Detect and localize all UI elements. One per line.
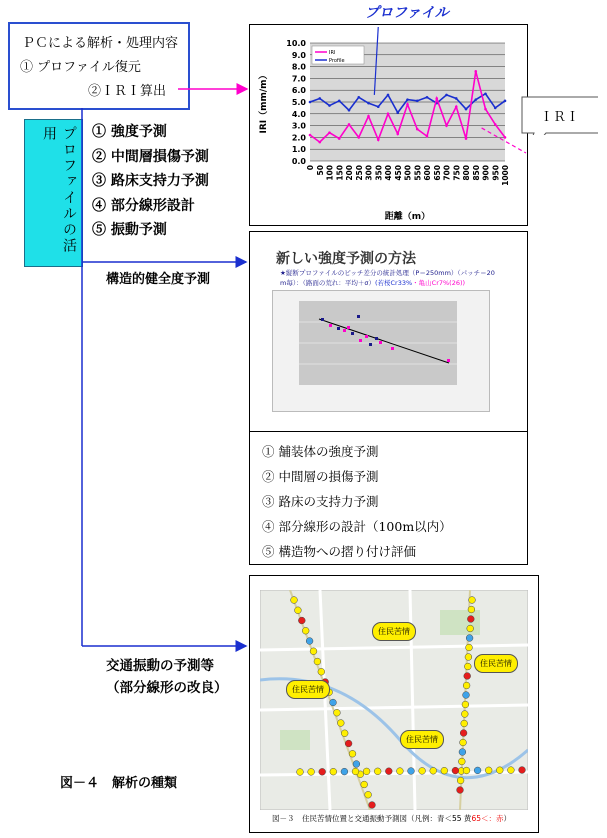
data-point-iri: [396, 133, 399, 136]
vibration-marker: [334, 709, 341, 716]
figure-caption: 図－４ 解析の種類: [60, 776, 178, 791]
data-point-profile: [396, 111, 399, 114]
usage-item: ⑤ 振動予測: [92, 222, 167, 238]
y-axis-label: IRI（mm/m）: [259, 70, 269, 134]
data-point-profile: [426, 96, 429, 99]
y-tick-label: 7.0: [291, 74, 306, 84]
vibration-label-2: （部分線形の改良）: [106, 680, 228, 696]
strength-panel: [249, 231, 528, 433]
usage-item: ③ 路床支持力予測: [92, 173, 209, 189]
vibration-marker: [464, 673, 471, 680]
x-tick-label: 0: [306, 165, 315, 171]
legend-label: IRI: [329, 50, 336, 56]
vibration-marker: [468, 606, 475, 613]
iri-chart: [250, 25, 527, 225]
data-point-iri: [357, 136, 360, 139]
vibration-marker: [466, 635, 473, 642]
data-point-iri: [416, 128, 419, 131]
data-point-iri: [455, 105, 458, 108]
profile-heading: プロファイル: [365, 5, 449, 21]
data-point-iri: [504, 136, 507, 139]
scatter-plot-area: [299, 301, 457, 385]
vibration-marker: [485, 767, 492, 774]
x-tick-label: 200: [345, 165, 354, 181]
vibration-marker: [467, 616, 474, 623]
vibration-label-1: 交通振動の予測等: [106, 658, 214, 674]
prediction-item: ③ 路床の支持力予測: [262, 494, 379, 509]
legend-label: Profile: [329, 58, 345, 64]
vibration-marker: [298, 617, 305, 624]
vibration-marker: [352, 768, 359, 775]
complaint-bubble: 住民苦情: [372, 622, 416, 641]
vibration-marker: [459, 749, 466, 756]
vibration-marker: [363, 768, 370, 775]
data-point-profile: [474, 98, 477, 101]
prediction-list: [262, 439, 452, 564]
x-tick-label: 700: [442, 165, 452, 181]
data-point-iri: [328, 131, 331, 134]
vibration-marker: [341, 730, 348, 737]
data-point-iri: [435, 97, 438, 100]
vibration-marker: [463, 767, 470, 774]
vibration-marker: [310, 648, 317, 655]
structural-health-label: 構造的健全度予測: [106, 272, 211, 287]
vibration-marker: [461, 711, 468, 718]
data-point-profile: [445, 94, 448, 97]
vibration-marker: [463, 682, 470, 689]
x-tick-label: 1000: [501, 165, 510, 186]
vibration-marker: [441, 767, 448, 774]
usage-item: ④ 部分線形設計: [92, 197, 195, 214]
analysis-item-iri: ②ＩＲＩ算出: [88, 84, 167, 99]
vibration-marker: [330, 768, 337, 775]
vibration-marker: [519, 767, 526, 774]
complaint-bubble: 住民苦情: [400, 730, 444, 749]
vibration-marker: [319, 768, 326, 775]
vibration-marker: [430, 767, 437, 774]
vibration-marker: [361, 781, 368, 788]
vibration-marker: [385, 768, 392, 775]
y-tick-label: 1.0: [291, 145, 306, 155]
vibration-marker: [308, 769, 315, 776]
vibration-marker: [318, 668, 325, 675]
x-tick-label: 250: [354, 165, 364, 181]
x-tick-label: 50: [315, 165, 325, 176]
data-point-iri: [445, 124, 448, 127]
y-tick-label: 5.0: [291, 98, 306, 107]
vibration-marker: [457, 787, 464, 794]
vibration-marker: [397, 768, 404, 775]
analysis-item-profile: ① プロファイル復元: [20, 60, 141, 75]
data-point-profile: [455, 97, 458, 100]
x-tick-label: 300: [364, 165, 374, 181]
data-point-profile: [338, 100, 341, 103]
vibration-marker: [408, 768, 415, 775]
x-tick-label: 400: [384, 165, 393, 181]
data-point-profile: [494, 107, 497, 110]
data-point-profile: [377, 105, 380, 108]
vibration-marker: [465, 654, 472, 661]
data-point-iri: [318, 141, 321, 144]
profile-usage-label: プロファイルの活用: [41, 126, 77, 254]
x-tick-label: 150: [335, 165, 345, 181]
data-point-profile: [357, 96, 360, 99]
data-point-profile: [328, 104, 331, 107]
vibration-marker: [374, 768, 381, 775]
data-point-iri: [309, 134, 312, 137]
scatter-plot: [272, 290, 490, 412]
prediction-item: ② 中間層の損傷予測: [262, 469, 379, 484]
y-tick-label: 10.0: [286, 39, 306, 48]
data-point-profile: [504, 100, 507, 103]
data-point-iri: [474, 70, 477, 73]
x-axis-label: 距離（m）: [384, 212, 431, 222]
map-caption: 図－３ 住民苦情位置と交通振動予測図（凡例：青＜55 黄65＜：赤）: [272, 814, 511, 823]
map-panel: [249, 575, 539, 833]
vibration-marker: [467, 625, 474, 632]
vibration-marker: [461, 720, 468, 727]
x-tick-label: 900: [481, 165, 491, 181]
vibration-marker: [464, 663, 471, 670]
usage-item: ② 中間層損傷予測: [92, 148, 209, 165]
strength-subtitle-2: m毎）：（路面の荒れ：平均＋σ）(若桜Cr33%・亀山Cr7%(26)): [280, 279, 466, 287]
complaint-bubble: 住民苦情: [286, 680, 330, 699]
y-tick-label: 4.0: [291, 109, 306, 119]
vibration-marker: [353, 761, 360, 768]
x-tick-label: 350: [374, 165, 384, 181]
vibration-marker: [462, 701, 469, 708]
x-tick-label: 500: [403, 165, 413, 181]
vibration-marker: [349, 750, 356, 757]
x-tick-label: 450: [393, 165, 403, 181]
vibration-marker: [460, 730, 467, 737]
prediction-item: ① 舗装体の強度予測: [262, 444, 379, 459]
vibration-marker: [291, 597, 298, 604]
vibration-marker: [314, 658, 321, 665]
data-point-profile: [465, 108, 468, 111]
vibration-marker: [452, 767, 459, 774]
vibration-marker: [496, 767, 503, 774]
scatter-marks: [299, 301, 457, 385]
vibration-marker: [345, 740, 352, 747]
data-point-profile: [348, 109, 351, 112]
data-point-profile: [318, 97, 321, 100]
data-point-profile: [367, 102, 370, 105]
vibration-marker: [463, 692, 470, 699]
vibration-marker: [466, 644, 473, 651]
x-tick-label: 600: [423, 165, 432, 181]
vibration-marker: [337, 720, 344, 727]
vibration-marker: [458, 758, 465, 765]
prediction-item: ⑤ 構造物への摺り付け評価: [262, 544, 416, 559]
data-point-iri: [387, 113, 390, 116]
data-point-iri: [338, 137, 341, 140]
y-tick-label: 2.0: [291, 133, 306, 143]
x-tick-label: 800: [462, 165, 471, 181]
data-point-iri: [348, 123, 351, 126]
vibration-marker: [508, 767, 515, 774]
x-tick-label: 750: [452, 165, 462, 181]
x-tick-label: 950: [491, 165, 501, 181]
vibration-marker: [474, 767, 481, 774]
vibration-marker: [341, 768, 348, 775]
strength-title: 新しい強度予測の方法: [276, 251, 416, 267]
vibration-marker: [302, 627, 309, 634]
data-point-profile: [406, 98, 409, 101]
data-point-iri: [465, 137, 468, 140]
vibration-marker: [295, 607, 302, 614]
vibration-marker: [419, 768, 426, 775]
prediction-item: ④ 部分線形の設計（100m以内）: [262, 519, 452, 534]
data-point-iri: [426, 135, 429, 138]
y-tick-label: 9.0: [291, 50, 306, 60]
data-point-profile: [387, 94, 390, 97]
data-point-iri: [406, 103, 409, 106]
vibration-marker: [297, 769, 304, 776]
y-tick-label: 6.0: [291, 86, 306, 96]
vibration-marker: [457, 777, 464, 784]
data-point-profile: [309, 101, 312, 104]
profile-chart-panel: [249, 24, 528, 226]
usage-item: ① 強度予測: [92, 124, 167, 140]
iri-callout-text: ＩＲＩ: [540, 110, 580, 125]
x-tick-label: 100: [325, 165, 335, 181]
vibration-marker: [460, 739, 467, 746]
vibration-marker: [369, 802, 376, 809]
x-tick-label: 550: [413, 165, 423, 181]
x-tick-label: 650: [432, 165, 442, 181]
y-tick-label: 0.0: [291, 157, 306, 166]
vibration-marker: [306, 638, 313, 645]
y-tick-label: 8.0: [291, 62, 306, 72]
y-tick-label: 3.0: [291, 121, 306, 131]
x-tick-label: 850: [471, 165, 481, 181]
data-point-iri: [377, 138, 380, 141]
data-point-iri: [484, 108, 487, 111]
data-point-profile: [416, 100, 419, 103]
data-point-profile: [484, 92, 487, 95]
analysis-title: ＰＣによる解析・処理内容: [22, 36, 179, 51]
data-point-iri: [494, 123, 497, 126]
vibration-marker: [469, 597, 476, 604]
vibration-marker: [365, 791, 372, 798]
complaint-bubble: 住民苦情: [474, 654, 518, 673]
data-point-iri: [367, 115, 370, 118]
strength-subtitle-1: ★縦断プロファイルのピッチ差分の統計処理（P＝250mm）（パッチ＝20: [280, 269, 495, 277]
vibration-marker: [330, 699, 337, 706]
